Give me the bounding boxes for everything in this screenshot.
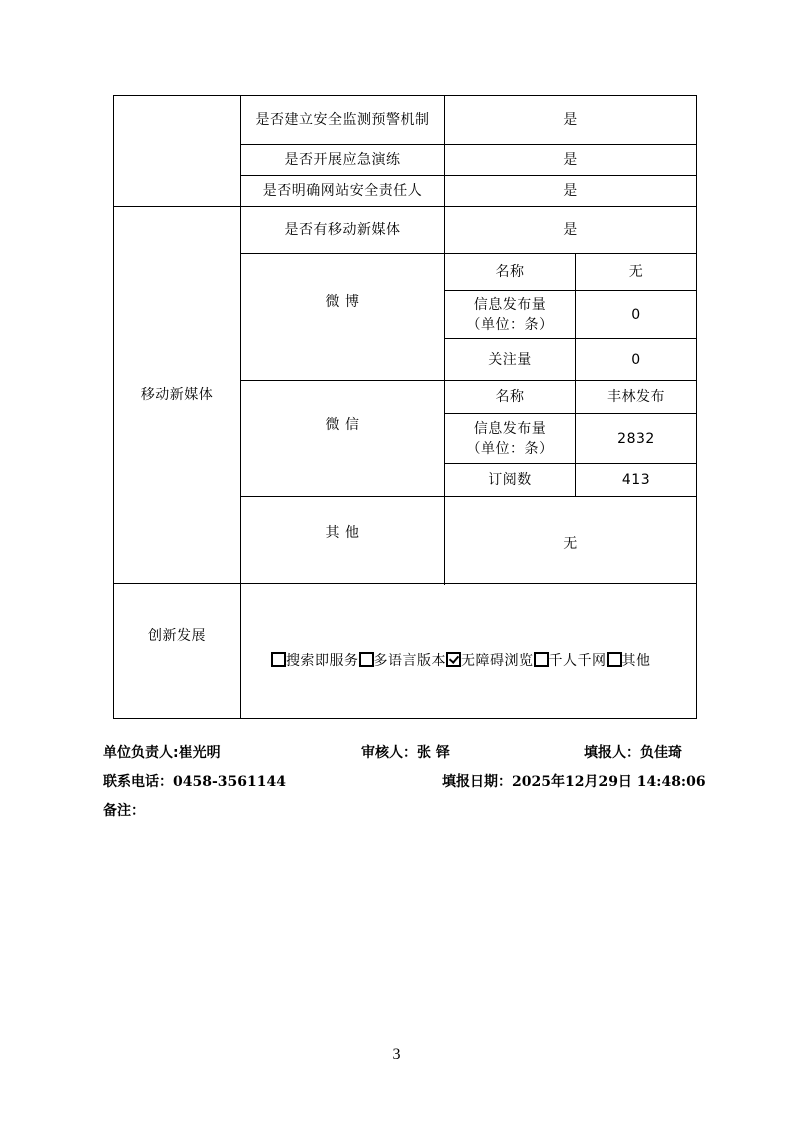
innovation-options: [241, 584, 697, 719]
option-search-as-service[interactable]: 搜索即服务: [271, 653, 359, 669]
date-value: 2025年12月29日 14:48:06: [512, 774, 706, 790]
date-label: 填报日期：: [442, 774, 512, 790]
responsible-label: 是否明确网站安全责任人: [241, 176, 445, 207]
wechat-posts-value: 2832: [576, 414, 697, 464]
wechat-label: 微 信: [241, 381, 445, 497]
weibo-posts-value: 0: [576, 291, 697, 339]
monitoring-value: 是: [445, 96, 697, 145]
checkbox-icon[interactable]: [359, 652, 374, 667]
option-other[interactable]: 其他: [607, 653, 651, 669]
wechat-subscribers-value: 413: [576, 464, 697, 497]
page-number: 3: [392, 1046, 401, 1063]
phone: [103, 771, 286, 791]
phone-label: 联系电话：: [103, 774, 173, 790]
weibo-followers-label: 关注量: [445, 339, 576, 381]
filler-value: 负佳琦: [640, 745, 682, 761]
option-multilingual[interactable]: 多语言版本: [359, 653, 447, 669]
weibo-label: 微 博: [241, 254, 445, 381]
option-personalized[interactable]: 千人千网: [534, 653, 607, 669]
monitoring-label: 是否建立安全监测预警机制: [241, 96, 445, 145]
checked-checkbox-icon[interactable]: [446, 652, 461, 667]
checkbox-icon[interactable]: [271, 652, 286, 667]
new-media-section-label: 移动新媒体: [114, 207, 241, 584]
checkbox-icon[interactable]: [607, 652, 622, 667]
phone-value: 0458-3561144: [173, 774, 286, 790]
wechat-name-label: 名称: [445, 381, 576, 414]
other-value: 无: [445, 497, 697, 584]
fill-date: [442, 771, 706, 791]
innovation-section-label: 创新发展: [114, 584, 241, 719]
option-accessible-browsing[interactable]: 无障碍浏览: [446, 653, 534, 669]
other-label: 其 他: [241, 497, 445, 584]
wechat-subscribers-label: 订阅数: [445, 464, 576, 497]
weibo-posts-label: 信息发布量 （单位：条）: [445, 291, 576, 339]
reviewer-value: 张 铎: [417, 745, 450, 761]
unit-head-value: 崔光明: [178, 745, 221, 761]
filler-label: 填报人：: [584, 745, 640, 761]
weibo-name-value: 无: [576, 254, 697, 291]
drill-label: 是否开展应急演练: [241, 145, 445, 176]
filler: [584, 742, 682, 762]
remarks: [103, 800, 145, 820]
responsible-value: 是: [445, 176, 697, 207]
security-section-cell: [114, 96, 241, 207]
drill-value: 是: [445, 145, 697, 176]
has-media-value: 是: [445, 207, 697, 254]
weibo-followers-value: 0: [576, 339, 697, 381]
unit-head-label: 单位负责人:: [103, 745, 179, 761]
reviewer: [361, 742, 450, 762]
weibo-name-label: 名称: [445, 254, 576, 291]
has-media-label: 是否有移动新媒体: [241, 207, 445, 254]
report-table: [113, 95, 697, 719]
remarks-label: 备注：: [103, 803, 145, 819]
wechat-posts-label: 信息发布量 （单位：条）: [445, 414, 576, 464]
reviewer-label: 审核人：: [361, 745, 417, 761]
wechat-name-value: 丰林发布: [576, 381, 697, 414]
checkbox-icon[interactable]: [534, 652, 549, 667]
unit-head: [103, 742, 221, 762]
